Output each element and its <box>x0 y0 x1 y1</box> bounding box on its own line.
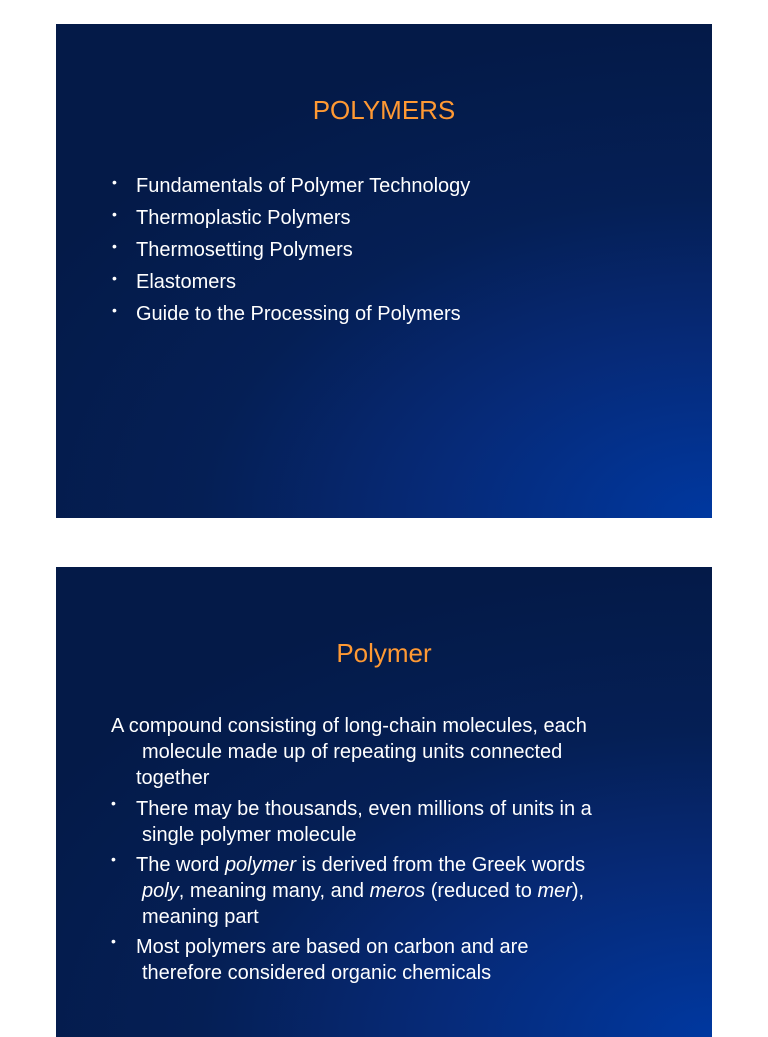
bullet-icon: • <box>112 174 117 190</box>
bullet-icon: • <box>112 270 117 286</box>
list-item-line: single polymer molecule <box>142 824 357 846</box>
list-item-line <box>136 852 671 878</box>
definition-paragraph <box>111 713 651 791</box>
list-item-line: There may be thousands, even millions of units in a <box>136 798 592 820</box>
text-run: , meaning many, and <box>178 880 370 902</box>
list-item-line: Most polymers are based on carbon and are <box>136 936 529 958</box>
italic-term: poly <box>142 880 179 902</box>
list-item <box>112 266 672 298</box>
bullet-icon: • <box>111 933 116 949</box>
list-item <box>111 796 671 848</box>
list-item-text: Guide to the Processing of Polymers <box>136 303 461 325</box>
list-item <box>112 234 672 266</box>
list-item-line: therefore considered organic chemicals <box>142 962 492 984</box>
fact-list <box>111 796 671 990</box>
text-run: The word <box>136 854 225 876</box>
slide-polymers-overview <box>56 24 712 518</box>
slide-polymer-definition <box>56 567 712 1037</box>
text-run: ), <box>571 880 585 902</box>
bullet-icon: • <box>111 795 116 811</box>
list-item-line <box>136 878 671 904</box>
slide-title: Polymer <box>336 638 432 668</box>
text-run: is derived from the Greek words <box>296 854 586 876</box>
list-item-line: meaning part <box>142 906 259 928</box>
text-run: (reduced to <box>425 880 538 902</box>
definition-line: together <box>136 767 210 789</box>
bullet-icon: • <box>112 302 117 318</box>
list-item-text: Elastomers <box>136 271 237 293</box>
topic-list <box>112 170 672 330</box>
italic-term: polymer <box>224 854 297 876</box>
list-item <box>112 298 672 330</box>
list-item-text: Thermoplastic Polymers <box>136 207 351 229</box>
definition-line: A compound consisting of long-chain molecules, each <box>111 715 587 737</box>
italic-term: mer <box>537 880 572 902</box>
list-item <box>112 202 672 234</box>
bullet-icon: • <box>112 206 117 222</box>
list-item <box>112 170 672 202</box>
definition-line: molecule made up of repeating units connected <box>142 741 563 763</box>
bullet-icon: • <box>111 851 116 867</box>
list-item <box>111 934 671 986</box>
list-item-text: Thermosetting Polymers <box>136 239 353 261</box>
italic-term: meros <box>369 880 426 902</box>
list-item-text: Fundamentals of Polymer Technology <box>136 175 471 197</box>
bullet-icon: • <box>112 238 117 254</box>
list-item <box>111 852 671 930</box>
slide-title: POLYMERS <box>312 95 456 125</box>
